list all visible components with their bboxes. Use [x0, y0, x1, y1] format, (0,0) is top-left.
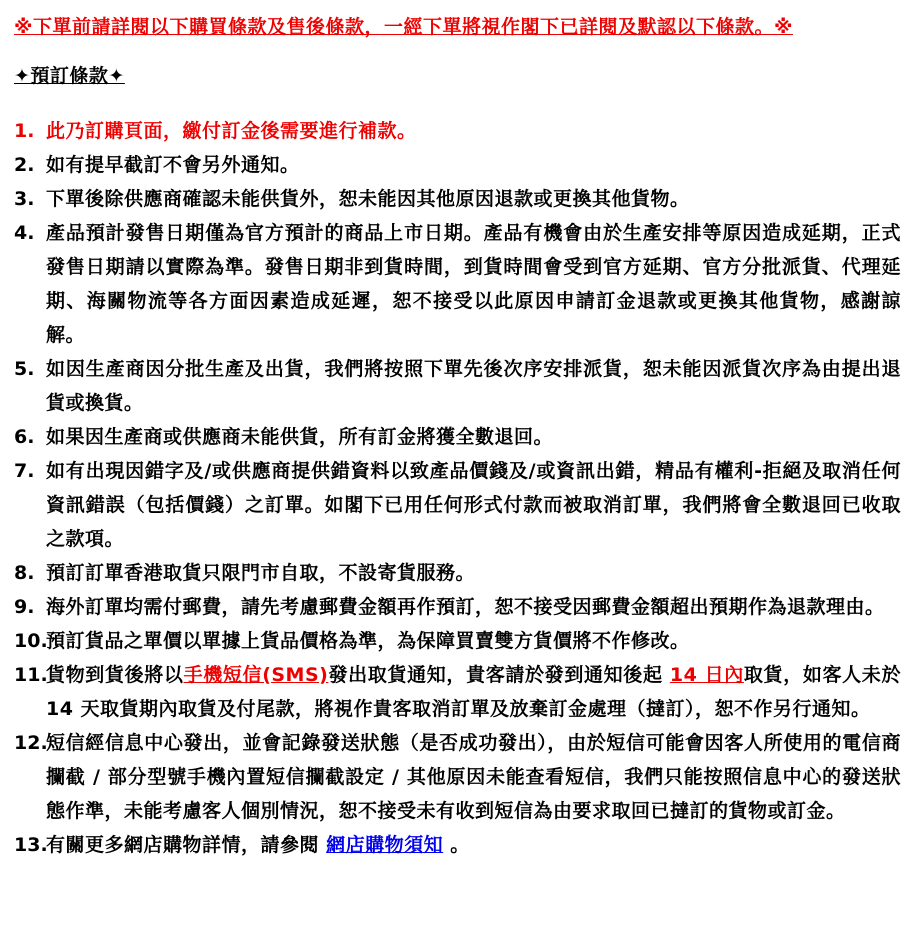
term-number: 1. — [14, 120, 35, 142]
term-item-7 — [14, 454, 901, 556]
term-segment: 海外訂單均需付郵費，請先考慮郵費金額再作預訂，恕不接受因郵費金額超出預期作為退款理由。 — [46, 596, 885, 618]
term-text — [46, 658, 901, 726]
term-segment: 有關更多網店購物詳情，請參閱 — [46, 834, 327, 856]
section-title-preorder-terms: ✦預訂條款✦ — [14, 65, 125, 87]
term-text — [46, 148, 901, 182]
term-segment: 手機短信(SMS) — [183, 664, 329, 686]
term-item-9 — [14, 590, 901, 624]
term-text — [46, 420, 901, 454]
term-text — [46, 556, 901, 590]
term-item-4 — [14, 216, 901, 352]
term-number: 3. — [14, 188, 35, 210]
term-segment: 短信經信息中心發出，並會記錄發送狀態（是否成功發出），由於短信可能會因客人所使用的電信商攔截 / 部分型號手機內置短信攔截設定 / 其他原因未能查看短信，我們只能按照信息中心的發送狀態作準，未能考慮客人個別情況，恕不接受未有收到短信為由要求取回已撻訂的貨物或訂金。 — [46, 732, 901, 822]
term-text — [46, 114, 901, 148]
term-item-11 — [14, 658, 901, 726]
term-number: 6. — [14, 426, 35, 448]
term-segment: 。 — [443, 834, 470, 856]
term-segment: 如因生產商因分批生產及出貨，我們將按照下單先後次序安排派貨，恕未能因派貨次序為由提出退貨或換貨。 — [46, 358, 901, 414]
term-item-12 — [14, 726, 901, 828]
term-text — [46, 352, 901, 420]
term-item-3 — [14, 182, 901, 216]
term-number: 9. — [14, 596, 35, 618]
term-segment: 預訂貨品之單價以單據上貨品價格為準，為保障買賣雙方貨價將不作修改。 — [46, 630, 690, 652]
term-item-10 — [14, 624, 901, 658]
term-text — [46, 624, 901, 658]
term-item-6 — [14, 420, 901, 454]
term-segment: 取貨，如客人未於 14 天取貨期內取貨及付尾款，將視作貴客取消訂單及放棄訂金處理（撻訂），恕不作另行通知。 — [46, 664, 901, 720]
term-item-13 — [14, 828, 901, 862]
term-number: 8. — [14, 562, 35, 584]
term-item-5 — [14, 352, 901, 420]
term-item-2 — [14, 148, 901, 182]
term-number: 2. — [14, 154, 35, 176]
term-segment: 如果因生產商或供應商未能供貨，所有訂金將獲全數退回。 — [46, 426, 554, 448]
term-segment: 產品預計發售日期僅為官方預計的商品上市日期。產品有機會由於生產安排等原因造成延期，正式發售日期請以實際為準。發售日期非到貨時間，到貨時間會受到官方延期、官方分批派貨、代理延期、海關物流等各方面因素造成延遲，恕不接受以此原因申請訂金退款或更換其他貨物，感謝諒解。 — [46, 222, 901, 346]
term-text — [46, 216, 901, 352]
term-segment: 預訂訂單香港取貨只限門市自取，不設寄貨服務。 — [46, 562, 476, 584]
term-number: 11. — [14, 664, 48, 686]
term-text — [46, 828, 901, 862]
term-text — [46, 590, 901, 624]
term-number: 13. — [14, 834, 48, 856]
term-segment: 如有提早截訂不會另外通知。 — [46, 154, 300, 176]
term-number: 10. — [14, 630, 48, 652]
term-text — [46, 726, 901, 828]
term-segment: 如有出現因錯字及/或供應商提供錯資料以致產品價錢及/或資訊出錯，精品有權利-拒絕及取消任何資訊錯誤（包括價錢）之訂單。如閣下已用任何形式付款而被取消訂單，我們將會全數退回已收取之款項。 — [46, 460, 901, 550]
term-item-1 — [14, 114, 901, 148]
term-segment: 貨物到貨後將以 — [46, 664, 184, 686]
term-number: 7. — [14, 460, 35, 482]
term-segment: 此乃訂購頁面，繳付訂金後需要進行補款。 — [46, 120, 417, 142]
term-number: 4. — [14, 222, 35, 244]
term-item-8 — [14, 556, 901, 590]
term-segment: 下單後除供應商確認未能供貨外，恕未能因其他原因退款或更換其他貨物。 — [46, 188, 690, 210]
term-segment: 發出取貨通知，貴客請於發到通知後起 — [328, 664, 670, 686]
purchase-terms-header: ※下單前請詳閱以下購買條款及售後條款，一經下單將視作閣下已詳閱及默認以下條款。※ — [14, 16, 793, 38]
term-number: 5. — [14, 358, 35, 380]
terms-list — [14, 114, 901, 862]
term-number: 12. — [14, 732, 48, 754]
shop-guide-link[interactable]: 網店購物須知 — [326, 834, 444, 856]
term-segment: 14 日內 — [669, 664, 744, 686]
term-text — [46, 454, 901, 556]
term-text — [46, 182, 901, 216]
